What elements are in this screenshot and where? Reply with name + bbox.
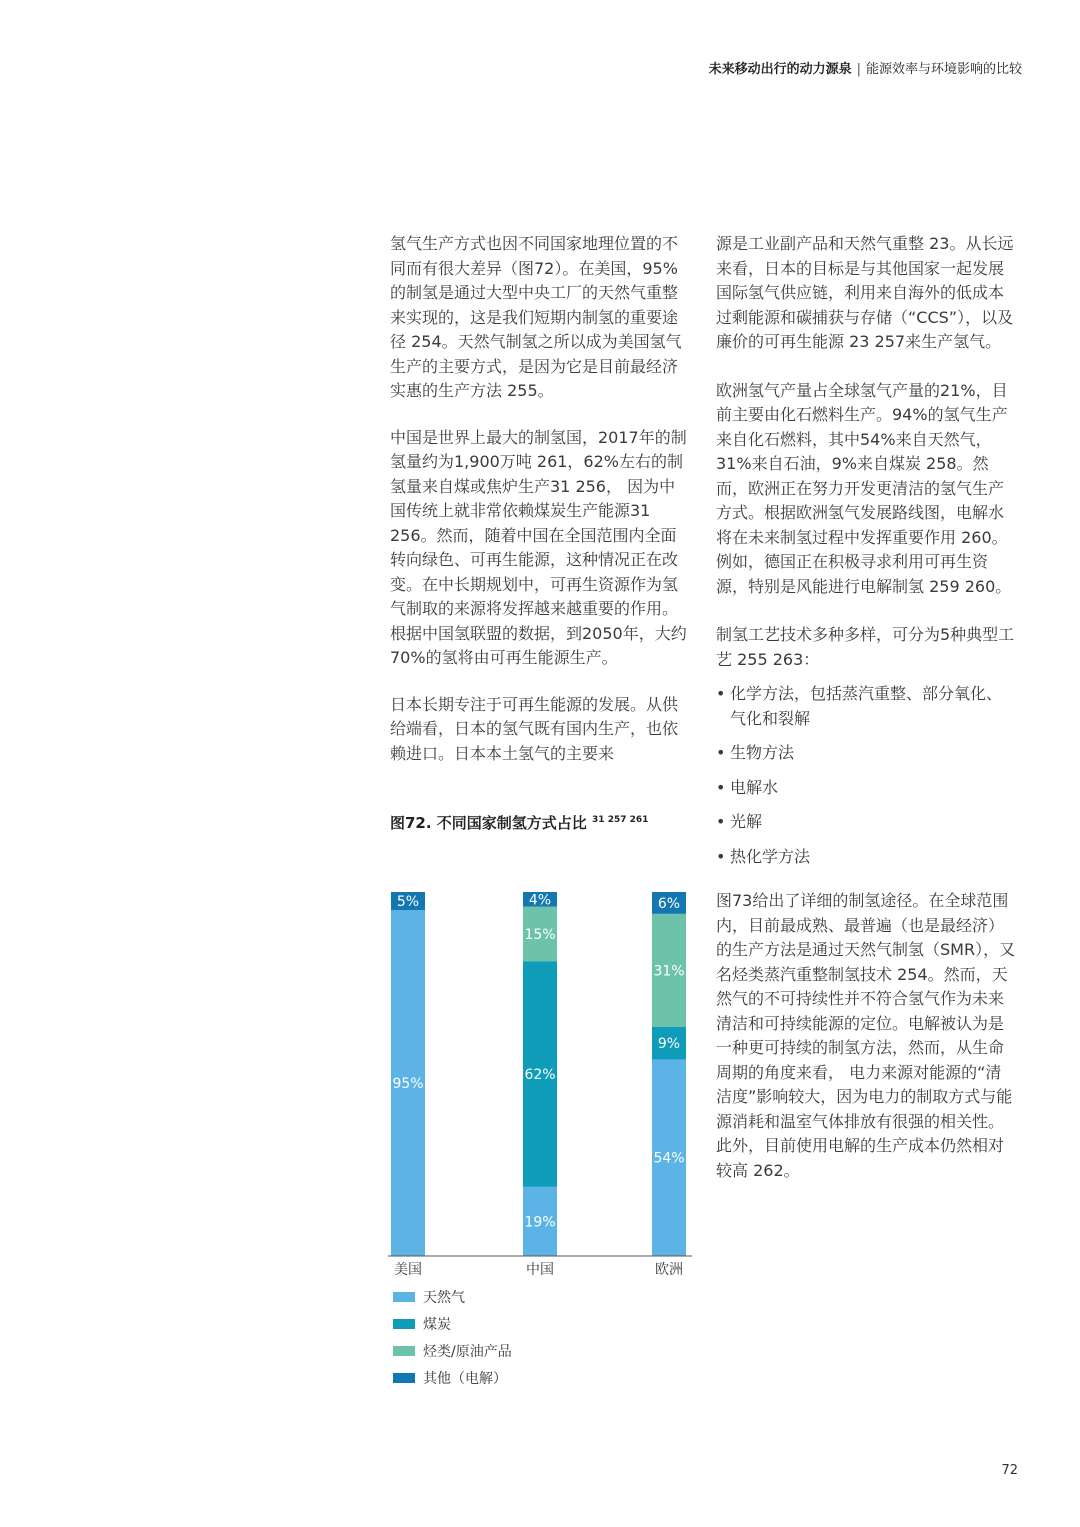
figure-refs: 31 257 261 bbox=[592, 815, 649, 825]
legend-entry bbox=[393, 1283, 593, 1310]
data-label: 5% bbox=[396, 894, 420, 911]
legend-entry bbox=[393, 1310, 593, 1337]
running-header bbox=[709, 58, 1022, 77]
header-separator: | bbox=[856, 62, 861, 77]
legend-label: 烃类/原油产品 bbox=[423, 1343, 512, 1360]
paragraph-japan: 日本长期专注于可再生能源的发展。从供给端看，日本的氢气既有国内生产，也依赖进口。日本本土氢气的主要来 bbox=[390, 694, 679, 763]
paragraph-europe: 欧洲氢气产量占全球氢气产量的21%，目前主要由化石燃料生产。94%的氢气生产来自化石燃料，其中54%来自天然气，31%来自石油，9%来自煤炭 258。然而，欧洲正在努力开发更清洁的氢气生产方式。根据欧洲氢气发展路线图，电解水将在未来制氢过程中发挥重要作用 260。例如，德国正在积极寻求利用可再生资源，特别是风能进行电解制氢 259 260。 bbox=[716, 380, 1012, 596]
paragraph-usa: 氢气生产方式也因不同国家地理位置的不同而有很大差异（图72）。在美国，95%的制氢是通过大型中央工厂的天然气重整来实现的，这是我们短期内制氢的重要途径 254。天然气制氢之所以成为美国氢气生产的主要方式，是因为它是目前最经济实惠的生产方法 255。 bbox=[390, 234, 682, 400]
list-item: • 化学方法，包括蒸汽重整、部分氧化、气化和裂解 bbox=[716, 682, 1016, 731]
data-label: 6% bbox=[657, 895, 681, 912]
figure-title bbox=[390, 812, 648, 833]
right-column bbox=[716, 232, 1016, 1207]
header-report-title: 未来移动出行的动力源泉 bbox=[708, 62, 852, 77]
x-tick-label: 欧洲 bbox=[655, 1262, 683, 1278]
data-label: 19% bbox=[524, 1214, 556, 1231]
list-item: • 电解水 bbox=[716, 776, 1016, 801]
data-label: 62% bbox=[524, 1067, 556, 1083]
methods-list bbox=[716, 682, 1016, 869]
legend-entry bbox=[393, 1364, 593, 1391]
legend-swatch bbox=[393, 1292, 415, 1302]
paragraph-production-routes: 图73给出了详细的制氢途径。在全球范围内，目前最成熟、最普遍（也是最经济）的生产方法是通过天然气制氢（SMR），又名烃类蒸汽重整制氢技术 254。然而，天然气的不可持续性并不符合氢气作为未来清洁和可持续能源的定位。电解被认为是一种更可持续的制氢方法，然而，从生命周期的角度来看， 电力来源对能源的“清洁度”影响较大，因为电力的制取方式与能源消耗和温室气体排放有很强的相关性。此外，目前使用电解的生产成本仍然相对较高 262。 bbox=[716, 891, 1016, 1180]
list-item: • 生物方法 bbox=[716, 741, 1016, 766]
legend-swatch bbox=[393, 1373, 415, 1383]
legend-swatch bbox=[393, 1319, 415, 1329]
page-number: 72 bbox=[1001, 1463, 1018, 1478]
left-column bbox=[390, 232, 690, 788]
x-tick-label: 美国 bbox=[394, 1262, 422, 1278]
legend-label: 煤炭 bbox=[423, 1316, 451, 1333]
data-label: 31% bbox=[653, 963, 685, 980]
data-label: 9% bbox=[657, 1036, 681, 1053]
paragraph-japan-cont: 源是工业副产品和天然气重整 23。从长远来看，日本的目标是与其他国家一起发展国际氢气供应链，利用来自海外的低成本过剩能源和碳捕获与存储（“CCS”），以及廉价的可再生能源 23 257来生产氢气。 bbox=[716, 234, 1014, 351]
stacked-bar-chart bbox=[388, 890, 692, 1290]
data-label: 15% bbox=[524, 926, 556, 943]
list-item: • 热化学方法 bbox=[716, 845, 1016, 870]
paragraph-methods-intro: 制氢工艺技术多种多样，可分为5种典型工艺 255 263： bbox=[716, 625, 1015, 669]
x-tick-label: 中国 bbox=[526, 1262, 554, 1278]
legend-label: 其他（电解） bbox=[423, 1370, 507, 1387]
data-label: 4% bbox=[528, 892, 552, 909]
paragraph-china: 中国是世界上最大的制氢国，2017年的制氢量约为1,900万吨 261，62%左右的制氢量来自煤或焦炉生产31 256， 因为中国传统上就非常依赖煤炭生产能源31 256。然而，随着中国在全国范围内全面转向绿色、可再生能源，这种情况正在改变。在中长期规划中，可再生资源作为氢气制取的来源将发挥越来越重要的作用。根据中国氢联盟的数据，到2050年，大约70%的氢将由可再生能源生产。 bbox=[390, 427, 687, 667]
header-section-title: 能源效率与环境影响的比较 bbox=[865, 62, 1022, 77]
legend-label: 天然气 bbox=[423, 1289, 465, 1306]
data-label: 95% bbox=[392, 1076, 424, 1093]
chart-svg bbox=[388, 890, 692, 1290]
chart-legend bbox=[393, 1283, 593, 1391]
figure-title-text: 图72. 不同国家制氢方式占比 bbox=[390, 814, 587, 832]
legend-swatch bbox=[393, 1346, 415, 1356]
data-label: 54% bbox=[653, 1150, 685, 1167]
legend-entry bbox=[393, 1337, 593, 1364]
list-item: • 光解 bbox=[716, 810, 1016, 835]
